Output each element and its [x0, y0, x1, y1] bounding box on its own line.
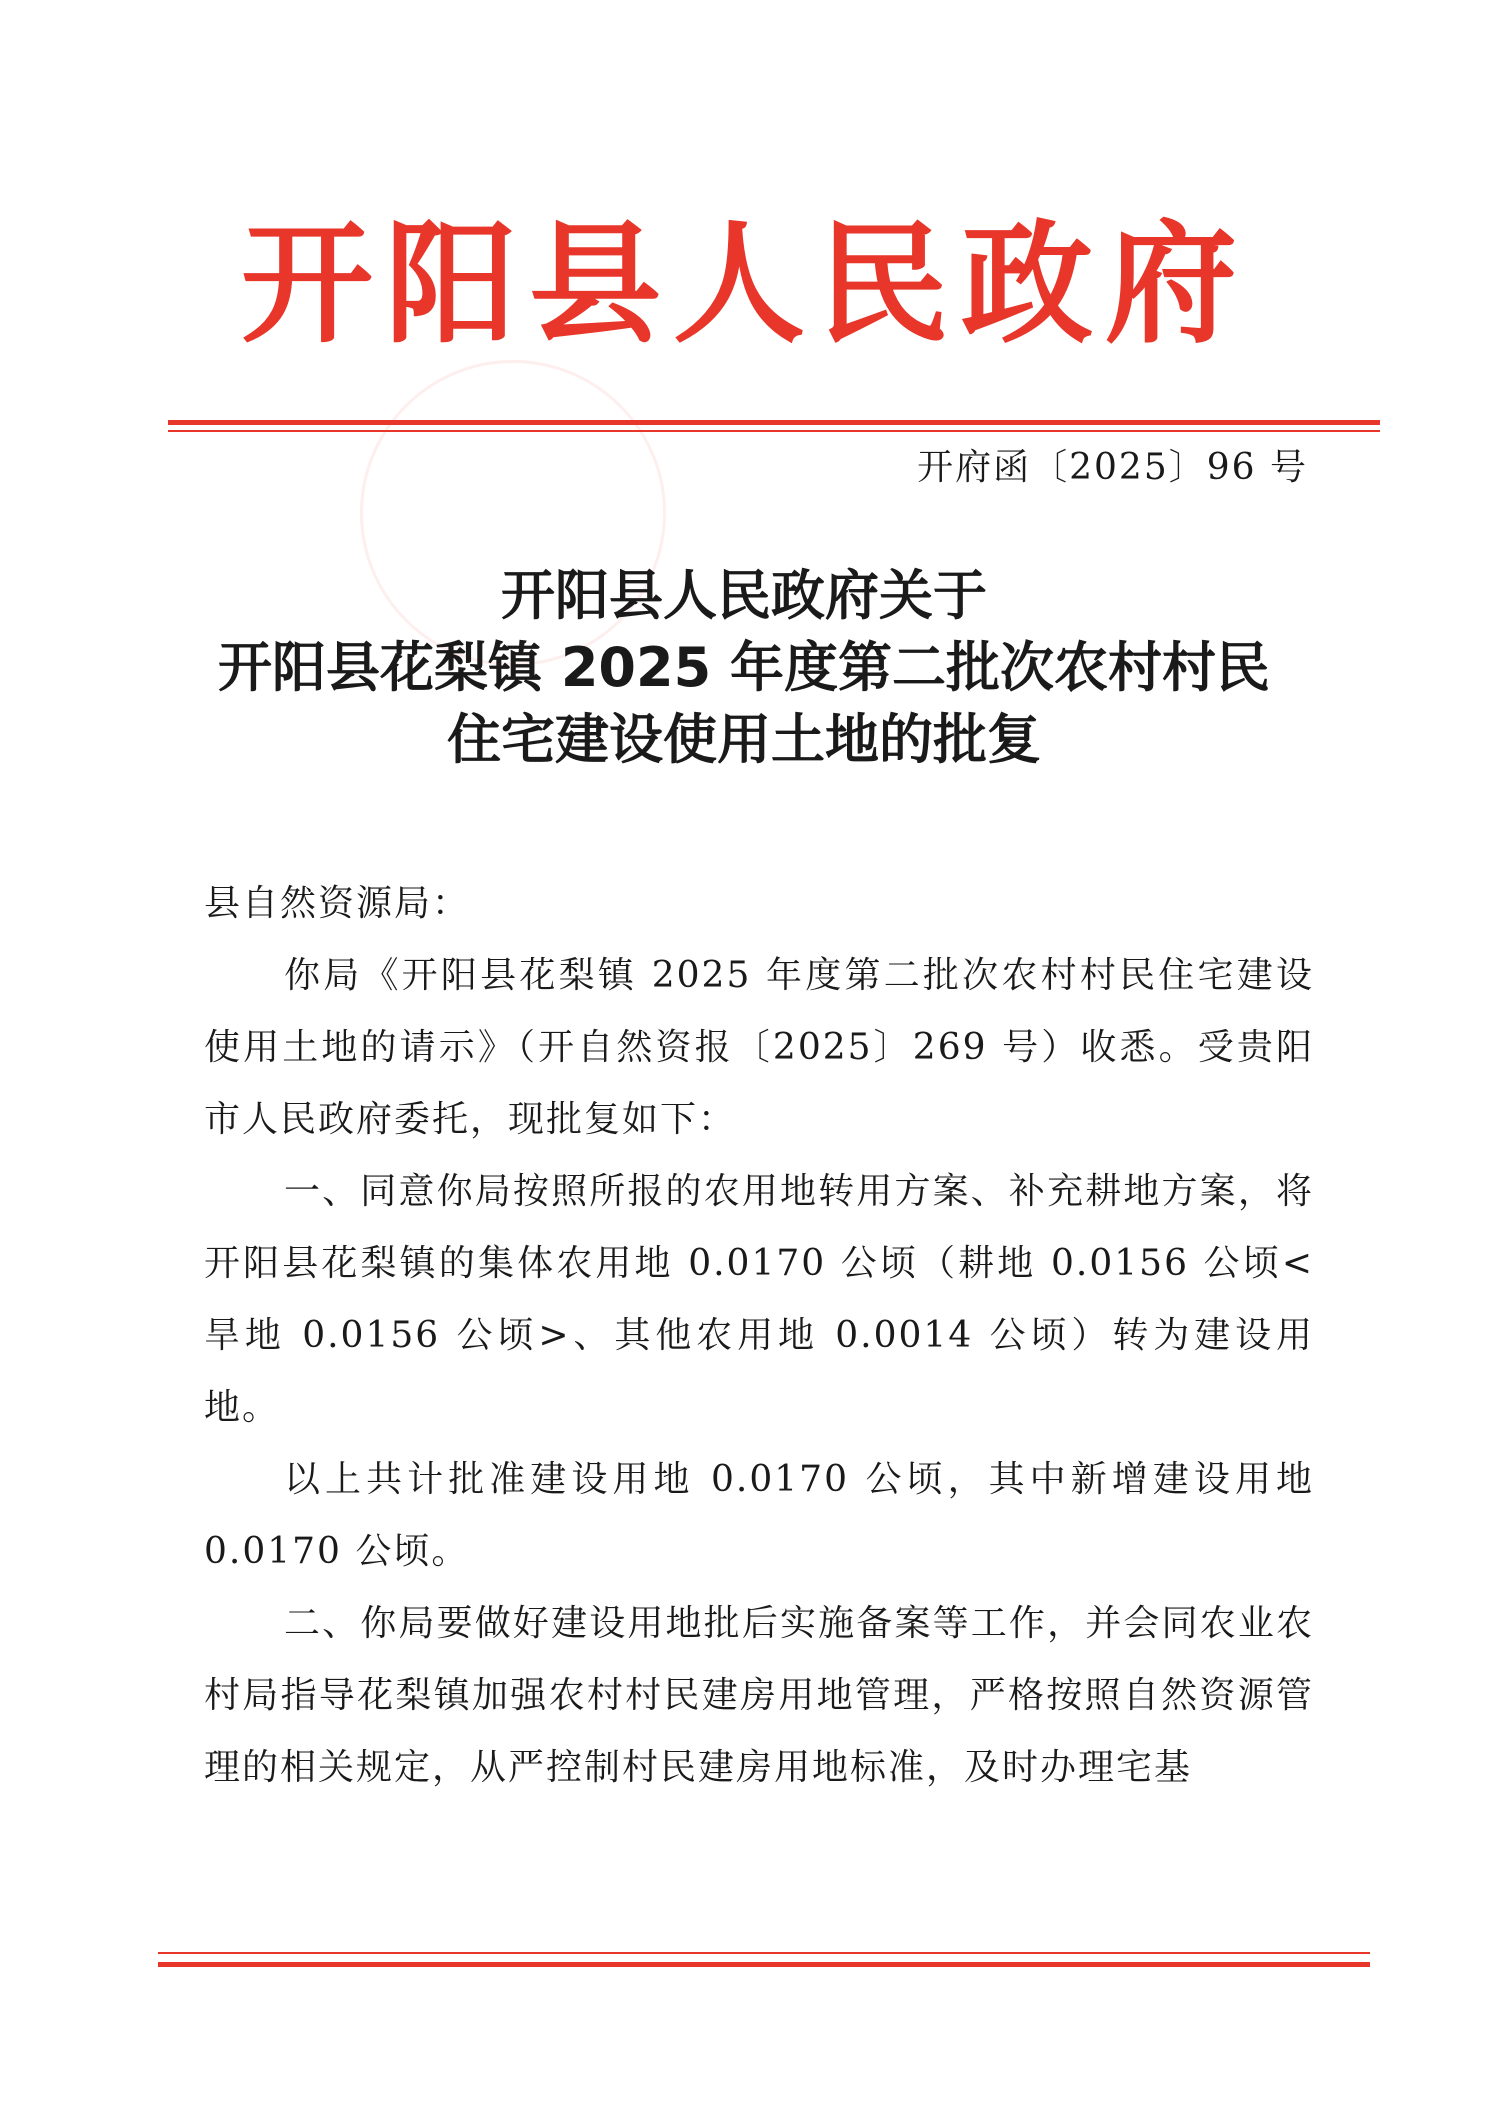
title-line-3: 住宅建设使用土地的批复 [447, 708, 1041, 771]
document-title [150, 560, 1338, 776]
top-red-rule [168, 420, 1380, 425]
top-red-rule-thin [168, 430, 1380, 432]
body-paragraph: 你局《开阳县花梨镇 2025 年度第二批次农村村民住宅建设使用土地的请示》（开自然资报〔2025〕269 号）收悉。受贵阳市人民政府委托，现批复如下： [204, 955, 1314, 1140]
title-line-2: 开阳县花梨镇 2025 年度第二批次农村村民 [218, 636, 1270, 699]
addressee: 县自然资源局： [204, 883, 471, 924]
document-body [204, 868, 1314, 1804]
document-number: 开府函〔2025〕96 号 [917, 447, 1308, 488]
body-paragraph: 二、你局要做好建设用地批后实施备案等工作，并会同农业农村局指导花梨镇加强农村村民建房用地管理，严格按照自然资源管理的相关规定，从严控制村民建房用地标准，及时办理宅基 [204, 1603, 1314, 1788]
title-line-1: 开阳县人民政府关于 [501, 564, 987, 627]
bottom-red-rule [158, 1962, 1370, 1967]
body-paragraph: 以上共计批准建设用地 0.0170 公顷，其中新增建设用地 0.0170 公顷。 [204, 1459, 1314, 1572]
issuing-authority-masthead: 开阳县人民政府 [241, 208, 1249, 362]
bottom-red-rule-thin [158, 1952, 1370, 1954]
body-paragraph: 一、同意你局按照所报的农用地转用方案、补充耕地方案，将开阳县花梨镇的集体农用地 0.0170 公顷（耕地 0.0156 公顷<旱地 0.0156 公顷>、其他农用地 0.0014 公顷）转为建设用地。 [204, 1171, 1314, 1428]
